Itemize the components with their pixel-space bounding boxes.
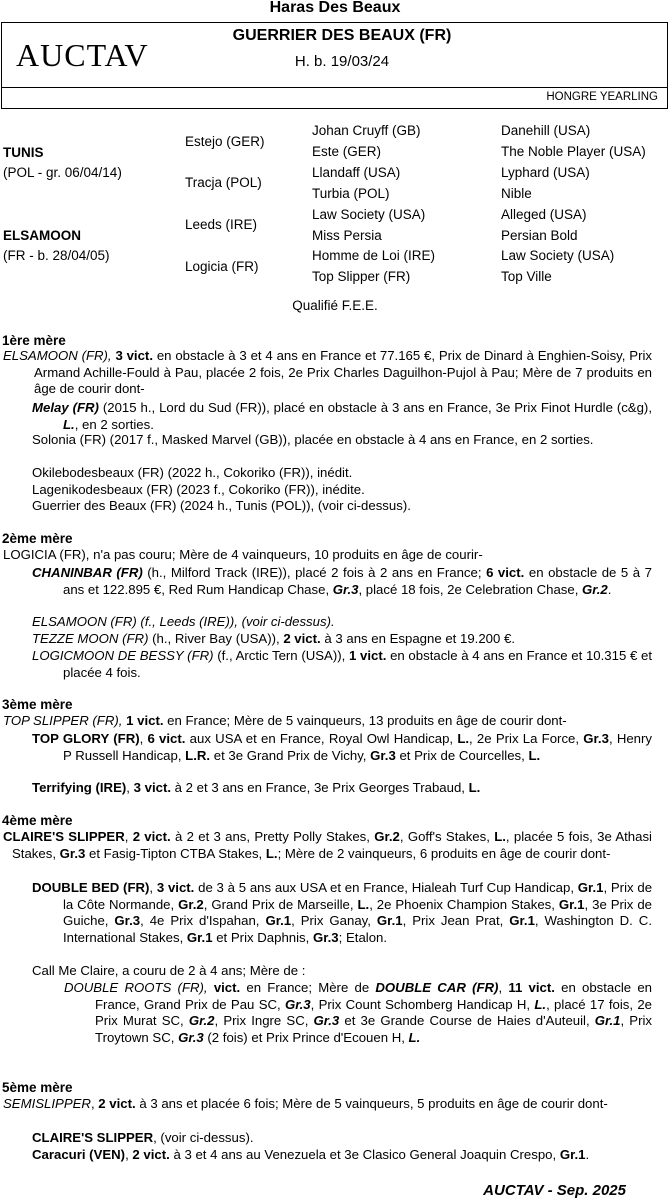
produce-entry: CLAIRE'S SLIPPER, (voir ci-dessus).: [32, 1130, 254, 1145]
pedigree-gen4: Danehill (USA): [501, 123, 591, 138]
section-heading-2: 2ème mère: [2, 531, 73, 546]
section-heading-4: 4ème mère: [2, 813, 73, 828]
sire-name: TUNIS: [3, 145, 44, 160]
produce-entry: Okilebodesbeaux (FR) (2022 h., Cokoriko (FR)), inédit.: [32, 465, 353, 480]
pedigree-gen4: Nible: [501, 186, 532, 201]
pedigree-gen3: Johan Cruyff (GB): [312, 123, 421, 138]
produce-entry: Melay (FR) (2015 h., Lord du Sud (FR)), placé en obstacle à 3 ans en France, 3e Prix Finot Hurdle (c&g), L., en 2 sorties.: [32, 400, 652, 432]
pedigree-gen4: Top Ville: [501, 269, 552, 284]
produce-entry: ELSAMOON (FR) (f., Leeds (IRE)), (voir ci-dessus).: [32, 614, 335, 629]
section-heading-3: 3ème mère: [2, 697, 73, 712]
dam-2-paragraph: LOGICIA (FR), n'a pas couru; Mère de 4 vainqueurs, 10 produits en âge de courir-: [3, 547, 483, 562]
produce-entry: CHANINBAR (FR) (h., Milford Track (IRE)), placé 2 fois à 2 ans en France; 6 vict. en obstacle de 5 à 7 ans et 122.895 €, Red Rum Handicap Chase, Gr.3, placé 18 fois, 2e Celebration Chase, Gr.2.: [32, 565, 652, 597]
pedigree-gen4: Persian Bold: [501, 228, 578, 243]
pedigree-gen3: Law Society (USA): [312, 207, 426, 222]
produce-entry: Lagenikodesbeaux (FR) (2023 f., Cokoriko (FR)), inédite.: [32, 482, 365, 497]
pedigree-gen2: Estejo (GER): [185, 134, 265, 149]
pedigree-gen2: Leeds (IRE): [185, 217, 258, 232]
pedigree-gen3: Este (GER): [312, 144, 382, 159]
produce-entry: Solonia (FR) (2017 f., Masked Marvel (GB)), placée en obstacle à 4 ans en France, en 2 sorties.: [32, 432, 594, 447]
section-heading-5: 5ème mère: [2, 1080, 73, 1095]
pedigree-gen3: Top Slipper (FR): [312, 269, 411, 284]
pedigree-gen2: Tracja (POL): [185, 175, 262, 190]
header-box: [1, 22, 668, 88]
dam-5-paragraph: SEMISLIPPER, 2 vict. à 3 ans et placée 6 fois; Mère de 5 vainqueurs, 5 produits en âge de courir dont-: [3, 1096, 608, 1111]
pedigree-gen4: The Noble Player (USA): [501, 144, 646, 159]
pedigree-gen4: Alleged (USA): [501, 207, 587, 222]
pedigree-gen2: Logicia (FR): [185, 259, 259, 274]
dam-1-paragraph: ELSAMOON (FR), 3 vict. en obstacle à 3 et 4 ans en France et 77.165 €, Prix de Dinard à Enghien-Soisy, Prix Armand Achille-Fould à Pau, placée 2 fois, 2e Prix Charles Daguilhon-Pujol à Pau; Mère de 7 produits en âge de courir dont-: [3, 348, 652, 396]
produce-entry: Call Me Claire, a couru de 2 à 4 ans; Mère de :: [32, 963, 306, 978]
dam-3-paragraph: TOP SLIPPER (FR), 1 vict. en France; Mère de 5 vainqueurs, 13 produits en âge de courir dont-: [3, 713, 567, 728]
dam-name: ELSAMOON: [3, 228, 82, 243]
auctav-logo: AUCTAV: [16, 37, 149, 73]
pedigree-gen4: Lyphard (USA): [501, 165, 590, 180]
pedigree-gen3: Homme de Loi (IRE): [312, 248, 436, 263]
produce-entry: TOP GLORY (FR), 6 vict. aux USA et en France, Royal Owl Handicap, L., 2e Prix La Force, Gr.3, Henry P Russell Handicap, L.R. et 3e Grand Prix de Vichy, Gr.3 et Prix de Courcelles, L.: [32, 731, 653, 763]
pedigree-gen3: Miss Persia: [312, 228, 382, 243]
produce-entry: Guerrier des Beaux (FR) (2024 h., Tunis (POL)), (voir ci-dessus).: [32, 498, 411, 513]
dam-4-paragraph: CLAIRE'S SLIPPER, 2 vict. à 2 et 3 ans, Pretty Polly Stakes, Gr.2, Goff's Stakes, L., placée 5 fois, 3e Athasi Stakes, Gr.3 et Fasig-Tipton CTBA Stakes, L.; Mère de 2 vainqueurs, 6 produits en âge de courir dont-: [3, 829, 652, 861]
sire-info: (POL - gr. 06/04/14): [3, 165, 122, 180]
dam-info: (FR - b. 28/04/05): [3, 248, 110, 263]
horse-name: GUERRIER DES BEAUX (FR): [232, 27, 452, 44]
produce-entry: Terrifying (IRE), 3 vict. à 2 et 3 ans en France, 3e Prix Georges Trabaud, L.: [32, 780, 481, 795]
produce-entry: Caracuri (VEN), 2 vict. à 3 et 4 ans au Venezuela et 3e Clasico General Joaquin Crespo, Gr.1.: [32, 1147, 590, 1162]
sale-category: HONGRE YEARLING: [546, 91, 658, 103]
produce-entry: TEZZE MOON (FR) (h., River Bay (USA)), 2 vict. à 3 ans en Espagne et 19.200 €.: [32, 631, 516, 646]
pedigree-gen3: Llandaff (USA): [312, 165, 401, 180]
produce-entry: DOUBLE ROOTS (FR), vict. en France; Mère de DOUBLE CAR (FR), 11 vict. en obstacle en France, Grand Prix de Pau SC, Gr.3, Prix Count Schomberg Handicap H, L., placé 17 fois, 2e Prix Murat SC, Gr.2, Prix Ingre SC, Gr.3 et 3e Grande Course de Haies d'Auteuil, Gr.1, Prix Troytown SC, Gr.3 (2 fois) et Prix Prince d'Ecouen H, L.: [64, 980, 653, 1045]
farm-name: Haras Des Beaux: [269, 0, 401, 16]
produce-entry: LOGICMOON DE BESSY (FR) (f., Arctic Tern (USA)), 1 vict. en obstacle à 4 ans en France et 10.315 € et placée 4 fois.: [32, 648, 653, 680]
pedigree-gen4: Law Society (USA): [501, 248, 615, 263]
sale-box: [1, 87, 668, 109]
produce-entry: DOUBLE BED (FR), 3 vict. de 3 à 5 ans aux USA et en France, Hialeah Turf Cup Handicap, Gr.1, Prix de la Côte Normande, Gr.2, Grand Prix de Marseille, L., 2e Phoenix Champion Stakes, Gr.1, 3e Prix de Guiche, Gr.3, 4e Prix d'Ispahan, Gr.1, Prix Ganay, Gr.1, Prix Jean Prat, Gr.1, Washington D. C. International Stakes, Gr.1 et Prix Daphnis, Gr.3; Etalon.: [32, 880, 653, 945]
pedigree-gen3: Turbia (POL): [312, 186, 390, 201]
qualifie-fee: Qualifié F.E.E.: [292, 298, 378, 313]
horse-details: H. b. 19/03/24: [294, 53, 390, 70]
footer-auctav: AUCTAV - Sep. 2025: [483, 1182, 626, 1199]
section-heading-1: 1ère mère: [2, 333, 66, 348]
